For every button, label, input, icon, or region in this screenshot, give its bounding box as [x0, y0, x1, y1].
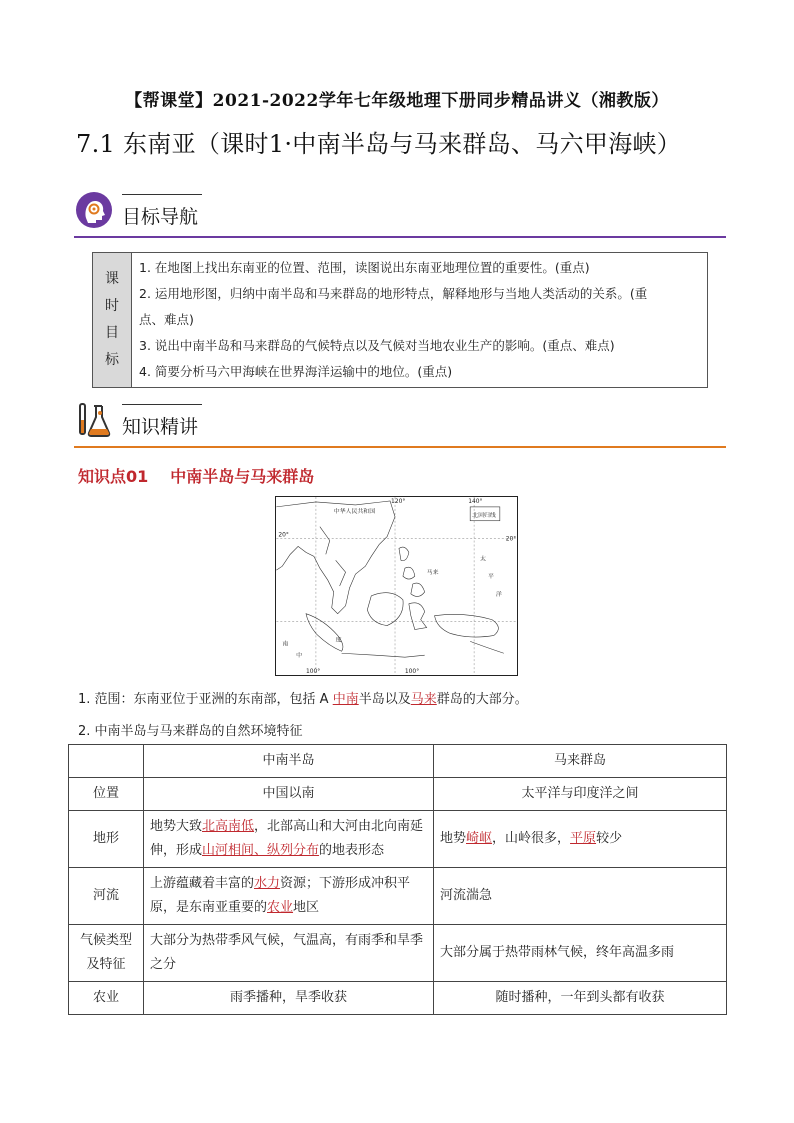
goal-item: 1. 在地图上找出东南亚的位置、范围，读图说出东南亚地理位置的重要性。(重点)	[139, 260, 590, 275]
side-char: 标	[105, 352, 119, 368]
lesson-goals-box	[92, 252, 708, 388]
table-cell: 雨季播种，旱季收获	[144, 982, 434, 1015]
goal-item: 2. 运用地形图，归纳中南半岛和马来群岛的地形特点，解释地形与当地人类活动的关系。(重	[139, 286, 648, 301]
cell-text: 资源；下游形成冲积平原，是东南亚重要的	[150, 876, 411, 915]
cell-text: 地势	[440, 831, 467, 846]
row-label-line: 气候类型	[79, 933, 132, 948]
row-label: 地形	[69, 811, 144, 868]
heading-underline	[74, 446, 726, 448]
scope-text: 半岛以及	[358, 692, 411, 707]
cell-text: 的地表形态	[319, 843, 385, 858]
table-cell	[434, 811, 727, 868]
goal-item: 3. 说出中南半岛和马来群岛的气候特点以及气候对当地农业生产的影响。(重点、难点)	[139, 338, 615, 353]
document-header: 【帮课堂】2021-2022学年七年级地理下册同步精品讲义（湘教版）	[125, 91, 669, 111]
map-label: 140°	[468, 497, 483, 505]
knowledge-point-name: 中南半岛与马来群岛	[170, 467, 315, 486]
fill-blank: 马来	[410, 692, 437, 707]
cell-text: 地势大致	[150, 819, 203, 834]
map-label: 度	[335, 636, 342, 644]
table-cell: 中国以南	[144, 778, 434, 811]
scope-text: 1. 范围：东南亚位于亚洲的东南部，包括 A	[78, 692, 333, 707]
table-cell	[144, 811, 434, 868]
cell-text: ，山岭很多，	[492, 831, 571, 846]
row-label: 河流	[69, 868, 144, 925]
map-label: 洋	[495, 590, 502, 598]
side-char: 时	[105, 298, 119, 314]
fill-blank: 农业	[267, 900, 294, 915]
map-label: 马来	[426, 569, 439, 577]
fill-blank: 崎岖	[466, 831, 493, 846]
table-header-cell: 中南半岛	[144, 745, 434, 778]
map-label: 120°	[391, 497, 406, 505]
goals-side-label	[93, 253, 132, 387]
fill-blank: 山河相间、纵列分布	[202, 843, 320, 858]
scope-text: 群岛的大部分。	[436, 692, 528, 707]
cell-text: 地区	[293, 900, 320, 915]
knowledge-point-number: 知识点01	[78, 467, 149, 486]
map-label: 南	[282, 640, 289, 648]
table-row	[69, 925, 727, 982]
fill-blank: 北高南低	[202, 819, 255, 834]
goal-item: 点、难点)	[139, 312, 194, 327]
table-row	[69, 868, 727, 925]
row-label: 农业	[69, 982, 144, 1015]
cell-text: ，北部高山和大河由北向南延伸，形成	[150, 819, 424, 858]
chemistry-flask-icon	[74, 400, 114, 440]
section-knowledge-heading	[74, 400, 726, 448]
heading-underline	[74, 236, 726, 238]
environment-comparison-table	[68, 744, 727, 1015]
table-row	[69, 778, 727, 811]
brain-gear-icon	[74, 190, 114, 230]
side-char: 目	[105, 325, 119, 341]
map-label: 100°	[306, 668, 321, 676]
section-goals-heading	[74, 190, 726, 238]
table-cell: 大部分为热带季风气候，气温高，有雨季和旱季之分	[144, 925, 434, 982]
cell-text: 较少	[596, 831, 623, 846]
heading-top-rule	[122, 194, 202, 195]
row-label	[69, 925, 144, 982]
heading-top-rule	[122, 404, 202, 405]
table-cell: 太平洋与印度洋之间	[434, 778, 727, 811]
side-char: 课	[105, 271, 119, 287]
map-label: 平	[487, 573, 494, 581]
table-header-cell: 马来群岛	[434, 745, 727, 778]
map-label: 太	[480, 555, 486, 563]
section-goals-label: 目标导航	[122, 206, 199, 228]
map-label: 中	[296, 652, 303, 660]
fill-blank: 中南	[332, 692, 359, 707]
map-label: 20°	[505, 535, 517, 543]
table-header-cell	[69, 745, 144, 778]
scope-paragraph	[78, 688, 528, 707]
table-cell: 河流湍急	[434, 868, 727, 925]
table-cell: 大部分属于热带雨林气候，终年高温多雨	[434, 925, 727, 982]
table-cell	[144, 868, 434, 925]
environment-heading: 2. 中南半岛与马来群岛的自然环境特征	[78, 724, 303, 739]
row-label: 位置	[69, 778, 144, 811]
goals-list	[139, 255, 701, 385]
fill-blank: 平原	[570, 831, 597, 846]
map-label: 20°	[278, 531, 289, 539]
row-label-line: 及特征	[86, 957, 126, 972]
fill-blank: 水力	[254, 876, 281, 891]
section-knowledge-label: 知识精讲	[122, 416, 199, 438]
goal-item: 4. 简要分析马六甲海峡在世界海洋运输中的地位。(重点)	[139, 364, 453, 379]
table-row	[69, 811, 727, 868]
knowledge-point-title	[78, 464, 314, 487]
table-row	[69, 982, 727, 1015]
table-cell: 随时播种，一年到头都有收获	[434, 982, 727, 1015]
lesson-title: 7.1 东南亚（课时1·中南半岛与马来群岛、马六甲海峡）	[76, 130, 682, 158]
map-label: 100°	[404, 668, 420, 676]
map-label: 北回归线	[472, 511, 496, 519]
map-label: 中华人民共和国	[333, 507, 376, 515]
cell-text: 上游蕴藏着丰富的	[150, 876, 255, 891]
table-header-row	[69, 745, 727, 778]
southeast-asia-map	[275, 496, 518, 676]
